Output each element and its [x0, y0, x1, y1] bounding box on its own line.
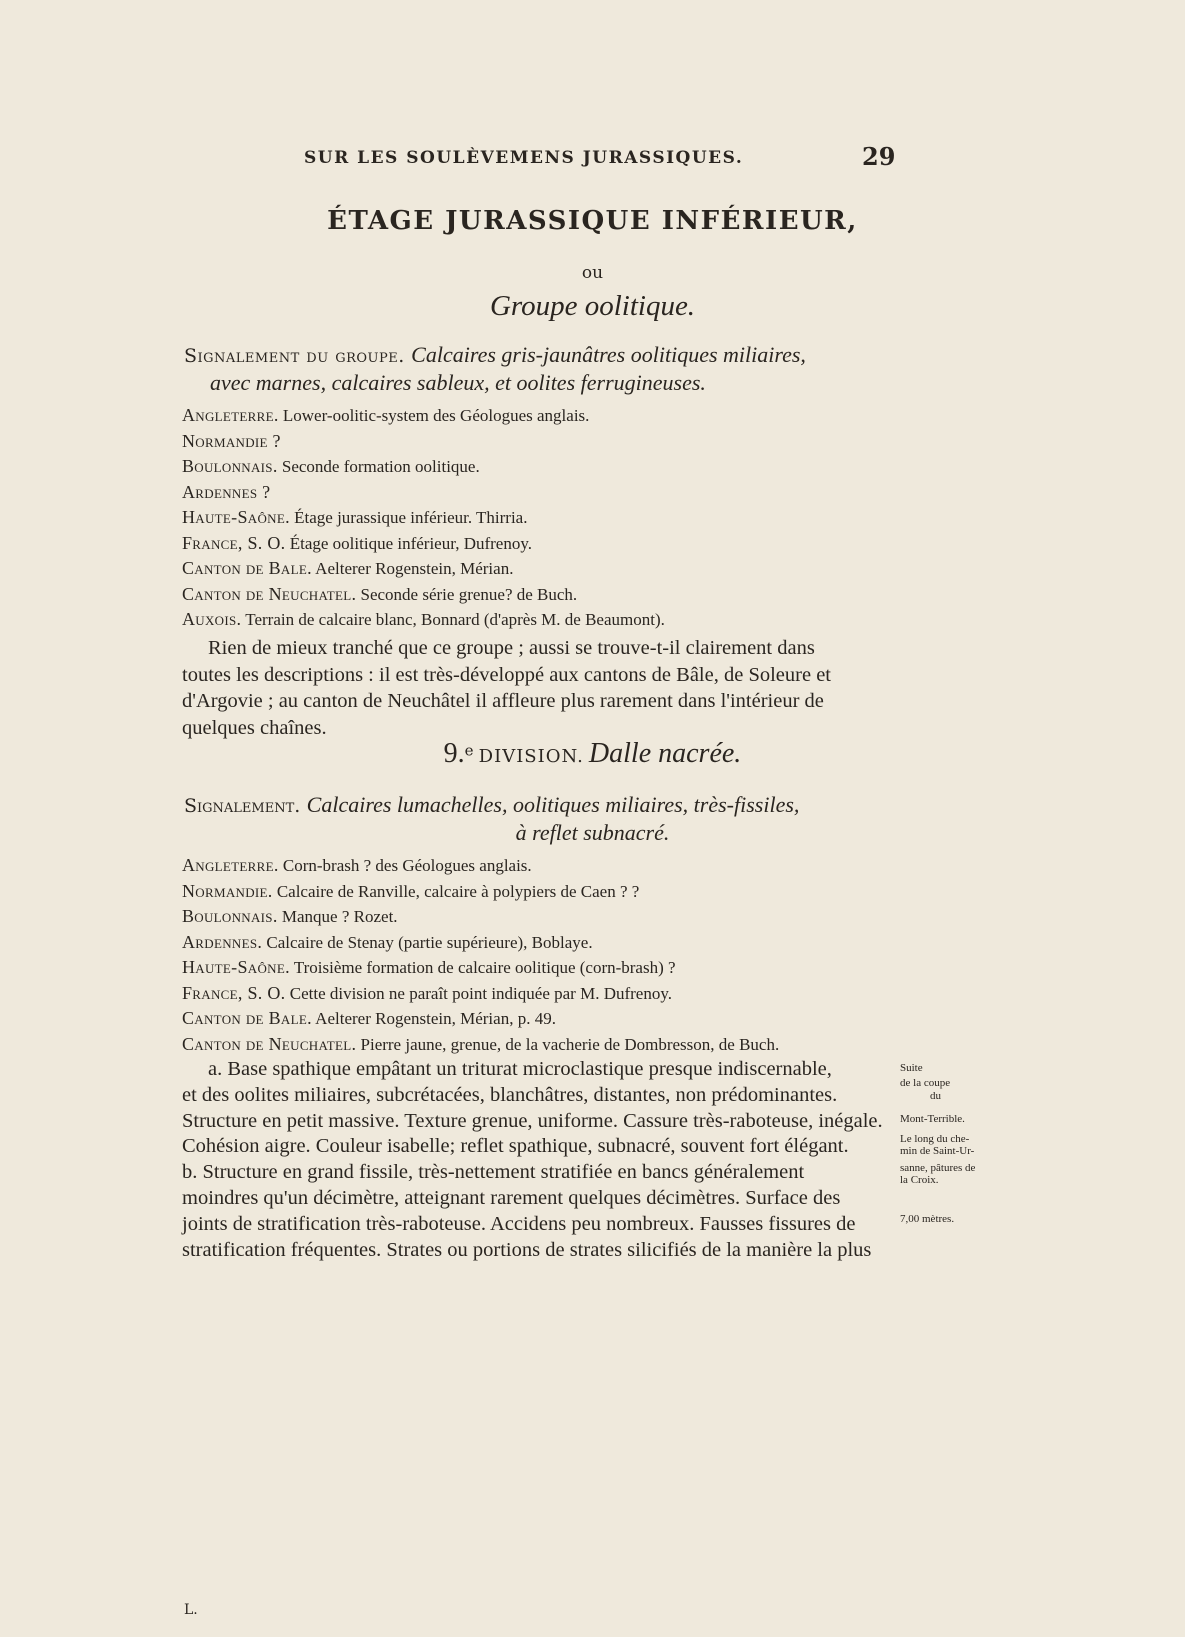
signature-mark: L.: [184, 1602, 198, 1618]
margin-note-line: sanne, pâtures de: [900, 1162, 976, 1174]
entry-region: Ardennes.: [182, 931, 263, 952]
signalement-2-line2: à reflet subnacré.: [515, 820, 670, 845]
paragraph-line: stratification fréquentes. Strates ou portions de strates silicifiés de la manière la plus: [182, 1238, 872, 1261]
margin-note-line: 7,00 mètres.: [900, 1213, 955, 1225]
margin-note-line: min de Saint-Ur-: [900, 1145, 975, 1157]
entry-text: Étage oolitique inférieur, Dufrenoy.: [285, 533, 533, 553]
entry-row: [182, 932, 593, 953]
entry-text: Seconde formation oolitique.: [277, 457, 480, 476]
signalement-1-line1: [184, 342, 806, 368]
section-subtitle: Groupe oolitique.: [489, 290, 696, 322]
entry-region: Haute-Saône.: [182, 507, 290, 527]
entry-row: [182, 431, 281, 452]
division-number-sup: e: [464, 741, 474, 760]
entry-region: Angleterre.: [182, 855, 279, 875]
signalement-1-label: Signalement du groupe.: [184, 345, 405, 367]
entry-region: Normandie.: [182, 880, 273, 901]
entry-text: Manque ? Rozet.: [277, 907, 398, 926]
signalement-1-line2: avec marnes, calcaires sableux, et oolites ferrugineuses.: [210, 370, 706, 395]
entry-row: [182, 558, 513, 579]
entry-row: [182, 482, 270, 503]
entry-region: Canton de Bale.: [182, 558, 312, 578]
entry-row: [182, 855, 532, 876]
paragraph-line: d'Argovie ; au canton de Neuchâtel il affleure plus rarement dans l'intérieur de: [182, 690, 824, 712]
entry-region: France, S. O.: [182, 532, 286, 553]
entry-region: France, S. O.: [182, 982, 286, 1003]
page-number: 29: [862, 142, 896, 171]
entry-row: [182, 609, 665, 630]
entry-text: Corn-brash ? des Géologues anglais.: [278, 856, 532, 875]
paragraph-line: b. Structure en grand fissile, très-nettement stratifiée en bancs généralement: [182, 1161, 805, 1184]
entry-text: Étage jurassique inférieur. Thirria.: [289, 508, 528, 527]
section-title: ÉTAGE JURASSIQUE INFÉRIEUR,: [327, 206, 858, 236]
entry-row: [182, 405, 589, 426]
entry-row: [182, 533, 532, 554]
entry-text: Seconde série grenue? de Buch.: [356, 584, 578, 604]
paragraph-line: toutes les descriptions : il est très-développé aux cantons de Bâle, de Soleure et: [182, 663, 831, 686]
margin-note-line: la Croix.: [900, 1174, 939, 1186]
running-title: SUR LES SOULÈVEMENS JURASSIQUES.: [304, 148, 744, 168]
entry-region: Boulonnais.: [182, 456, 278, 476]
entry-region: Canton de Neuchatel.: [182, 1033, 357, 1054]
entry-text: Pierre jaune, grenue, de la vacherie de Dombresson, de Buch.: [356, 1034, 780, 1054]
paragraph-line: moindres qu'un décimètre, atteignant rarement quelques décimètres. Surface des: [182, 1187, 841, 1209]
entry-text: Aelterer Rogenstein, Mérian.: [311, 559, 514, 578]
entry-row: [182, 957, 676, 978]
entry-row: [182, 906, 398, 927]
margin-note-line: de la coupe: [900, 1077, 951, 1089]
entry-region: Angleterre.: [182, 405, 279, 425]
title-connector: ou: [581, 263, 604, 283]
paragraph-line: et des oolites miliaires, subcrétacées, blanchâtres, distantes, non prédominantes.: [182, 1083, 838, 1106]
entry-text: Troisième formation de calcaire oolitique (corn-brash) ?: [289, 958, 676, 977]
entry-text: Calcaire de Ranville, calcaire à polypiers de Caen ? ?: [272, 881, 640, 901]
paragraph-line: a. Base spathique empâtant un triturat microclastique presque indiscernable,: [208, 1058, 832, 1080]
entry-region: Boulonnais.: [182, 906, 278, 926]
entry-row: [182, 1034, 779, 1055]
paragraph-line: quelques chaînes.: [182, 716, 327, 739]
entry-row: [182, 507, 527, 528]
entry-region: Canton de Neuchatel.: [182, 583, 357, 604]
division-name: Dalle nacrée.: [588, 738, 742, 769]
entry-text: Calcaire de Stenay (partie supérieure), Boblaye.: [262, 932, 593, 952]
margin-note-line: Mont-Terrible.: [900, 1113, 965, 1125]
division-number: 9.: [443, 738, 465, 769]
paragraph-line: Cohésion aigre. Couleur isabelle; reflet spathique, subnacré, souvent fort élégant.: [182, 1135, 849, 1158]
signalement-1-text: Calcaires gris-jaunâtres oolitiques miliaires,: [411, 342, 806, 367]
signalement-2-text: Calcaires lumachelles, oolitiques miliaires, très-fissiles,: [306, 792, 800, 817]
entry-region: Auxois.: [182, 609, 242, 629]
paragraph-line: Structure en petit massive. Texture grenue, uniforme. Cassure très-raboteuse, inégale.: [182, 1109, 883, 1132]
entry-text: Terrain de calcaire blanc, Bonnard (d'après M. de Beaumont).: [241, 610, 665, 629]
entry-row: [182, 881, 639, 902]
paragraph-line: joints de stratification très-raboteuse. Accidens peu nombreux. Fausses fissures de: [182, 1212, 856, 1235]
division-heading: [0, 738, 1185, 770]
entry-region: Ardennes ?: [182, 481, 271, 502]
entry-region: Canton de Bale.: [182, 1008, 312, 1028]
entry-text: Cette division ne paraît point indiquée par M. Dufrenoy.: [285, 983, 672, 1003]
division-label: DIVISION.: [478, 746, 584, 767]
margin-note-line: du: [930, 1090, 941, 1102]
entry-region: Normandie ?: [182, 430, 281, 451]
margin-note-line: Suite: [900, 1062, 923, 1074]
entry-row: [182, 1008, 556, 1029]
signalement-2-line1: [184, 792, 799, 818]
margin-note-line: Le long du che-: [900, 1133, 970, 1145]
entry-row: [182, 456, 480, 477]
entry-row: [182, 584, 577, 605]
entry-text: Lower-oolitic-system des Géologues anglais.: [278, 406, 590, 425]
entry-text: Aelterer Rogenstein, Mérian, p. 49.: [311, 1009, 556, 1028]
signalement-2-label: Signalement.: [184, 795, 301, 817]
entry-region: Haute-Saône.: [182, 957, 290, 977]
entry-row: [182, 983, 672, 1004]
paragraph-line: Rien de mieux tranché que ce groupe ; aussi se trouve-t-il clairement dans: [208, 637, 815, 659]
